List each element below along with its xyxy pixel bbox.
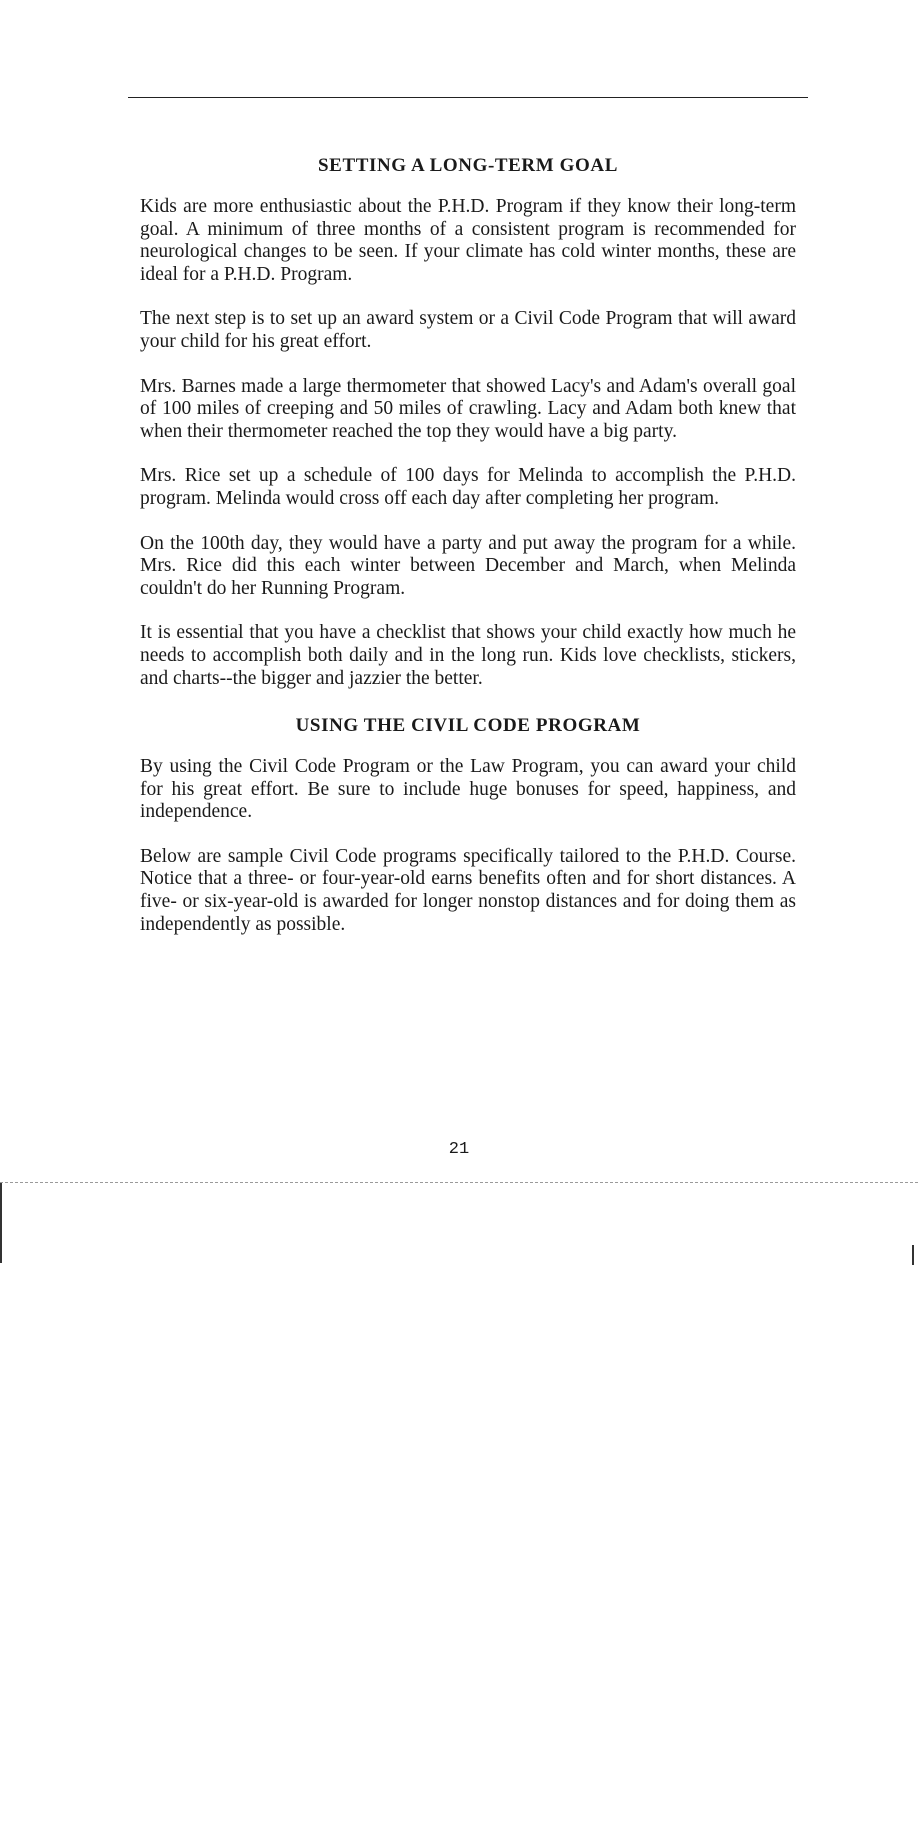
section-heading-long-term-goal: SETTING A LONG-TERM GOAL — [318, 155, 618, 176]
top-rule — [128, 97, 808, 98]
paragraph: By using the Civil Code Program or the Law Program, you can award your child for his great effort. Be sure to include huge bonuses for speed, happiness, and independence. — [140, 756, 796, 823]
paragraph: Mrs. Barnes made a large thermometer that showed Lacy's and Adam's overall goal of 100 miles of creeping and 50 miles of crawling. Lacy and Adam both knew that when their thermometer reached the top they would have a big party. — [140, 375, 796, 442]
page-content — [140, 150, 796, 936]
paragraph: On the 100th day, they would have a party and put away the program for a while. Mrs. Rice did this each winter between December and March, when Melinda couldn't do her Running Program. — [140, 532, 796, 599]
paragraph: Kids are more enthusiastic about the P.H.D. Program if they know their long-term goal. A minimum of three months of a consistent program is recommended for neurological changes to be seen. If your climate has cold winter months, these are ideal for a P.H.D. Program. — [140, 196, 796, 285]
bottom-rule — [0, 1182, 918, 1183]
paragraph: Mrs. Rice set up a schedule of 100 days for Melinda to accomplish the P.H.D. program. Melinda would cross off each day after completing her program. — [140, 465, 796, 509]
paragraph: Below are sample Civil Code programs specifically tailored to the P.H.D. Course. Notice that a three- or four-year-old earns benefits often and for short distances. A five- or six-year-old is awarded for longer nonstop distances and for doing them as independently as possible. — [140, 845, 796, 935]
paragraph: The next step is to set up an award system or a Civil Code Program that will award your child for his great effort. — [140, 308, 796, 352]
scan-edge-mark-right — [912, 1245, 914, 1265]
page-number: 21 — [448, 1140, 470, 1159]
paragraph: It is essential that you have a checklist that shows your child exactly how much he needs to accomplish both daily and in the long run. Kids love checklists, stickers, and charts--the bigger and jazzier the better. — [140, 622, 796, 689]
section-heading-civil-code: USING THE CIVIL CODE PROGRAM — [295, 715, 641, 737]
scan-edge-mark-left — [0, 1183, 2, 1263]
